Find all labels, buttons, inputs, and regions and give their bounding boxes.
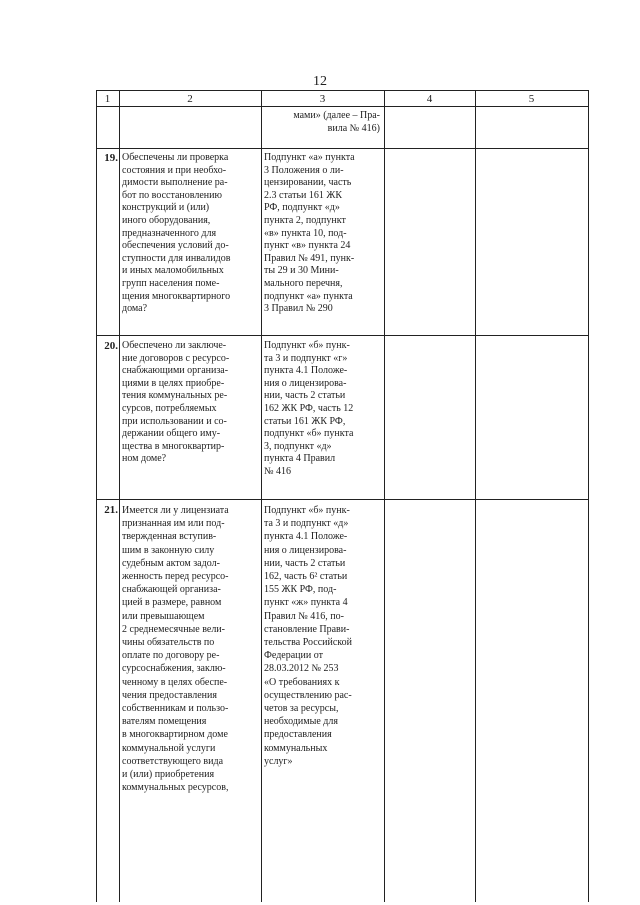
row-reference: Подпункт «б» пунк- та 3 и подпункт «д» пункта 4.1 Положе- ния о лицензирова- нии, часть 2 статьи 162, часть 6² статьи 155 ЖК РФ, под- пункт «ж» пункта 4 Правил № 416, по- становление Прави- тельства Российской Федерации от 28.03.2012 № 253 «О требованиях к осуществлению рас- четов за ресурсы, необходимые для предоставления коммунальных услуг» — [264, 505, 352, 767]
table-column-divider — [119, 90, 120, 902]
table-border-top — [96, 90, 589, 91]
row-reference: Подпункт «а» пункта 3 Положения о ли- цензировании, часть 2.3 статьи 161 ЖК РФ, подпункт «д» пункта 2, подпункт «в» пункта 10, под- пункт «в» пункта 24 Правил № 491, пунк- ты 29 и 30 Мини- мального перечня, подпункт «а» пункта 3 Правил № 290 — [264, 152, 355, 315]
row-divider — [96, 499, 589, 500]
row-number: 20. — [104, 340, 118, 352]
table-column-divider — [384, 90, 385, 902]
table-border-right — [588, 90, 589, 902]
header-col-1: 1 — [104, 93, 111, 105]
row-question: Имеется ли у лицензиата признанная им или под- твержденная вступив- шим в законную силу судебным актом задол- женность перед ресурсо- снабжающей организа- цией в размере, равном или превышающем 2 среднемесячные вели- чины обязательств по оплате по договору ре- сурсоснабжения, заклю- ченному в целях обеспе- чения предоставления собственникам и пользо- вателям помещения в многоквартирном доме коммунальной услуги соответствующего вида и (или) приобретения коммунальных ресурсов, — [122, 505, 229, 794]
header-row-divider — [96, 106, 589, 107]
row-number: 19. — [104, 152, 118, 164]
row-divider — [96, 148, 589, 149]
table-border-left — [96, 90, 97, 902]
row-question: Обеспечено ли заключе- ние договоров с ресурсо- снабжающими организа- циями в целях приобре- тения коммунальных ре- сурсов, потребляемых при использовании и со- держании общего иму- щества в многоквартир- ном доме? — [122, 340, 230, 465]
table-column-divider — [475, 90, 476, 902]
row-question: Обеспечены ли проверка состояния и при необхо- димости выполнение ра- бот по восстановлению конструкций и (или) иного оборудования, предназначенного для обеспечения условий до- ступности для инвалидов и иных маломобильных групп населения поме- щения многоквартирного дома? — [122, 152, 231, 315]
header-col-4: 4 — [426, 93, 433, 105]
header-col-5: 5 — [528, 93, 535, 105]
header-col-2: 2 — [187, 93, 193, 105]
continuation-text: мами» (далее – Пра- вила № 416) — [293, 110, 380, 134]
table-column-divider — [261, 90, 262, 902]
row-reference: Подпункт «б» пунк- та 3 и подпункт «г» пункта 4.1 Положе- ния о лицензирова- нии, часть 2 статьи 162 ЖК РФ, часть 12 статьи 161 ЖК РФ, подпункт «б» пункта 3, подпункт «д» пункта 4 Правил № 416 — [264, 340, 354, 477]
row-number: 21. — [104, 504, 118, 516]
row-divider — [96, 335, 589, 336]
header-col-3: 3 — [319, 93, 326, 105]
page-number: 12 — [313, 74, 327, 89]
